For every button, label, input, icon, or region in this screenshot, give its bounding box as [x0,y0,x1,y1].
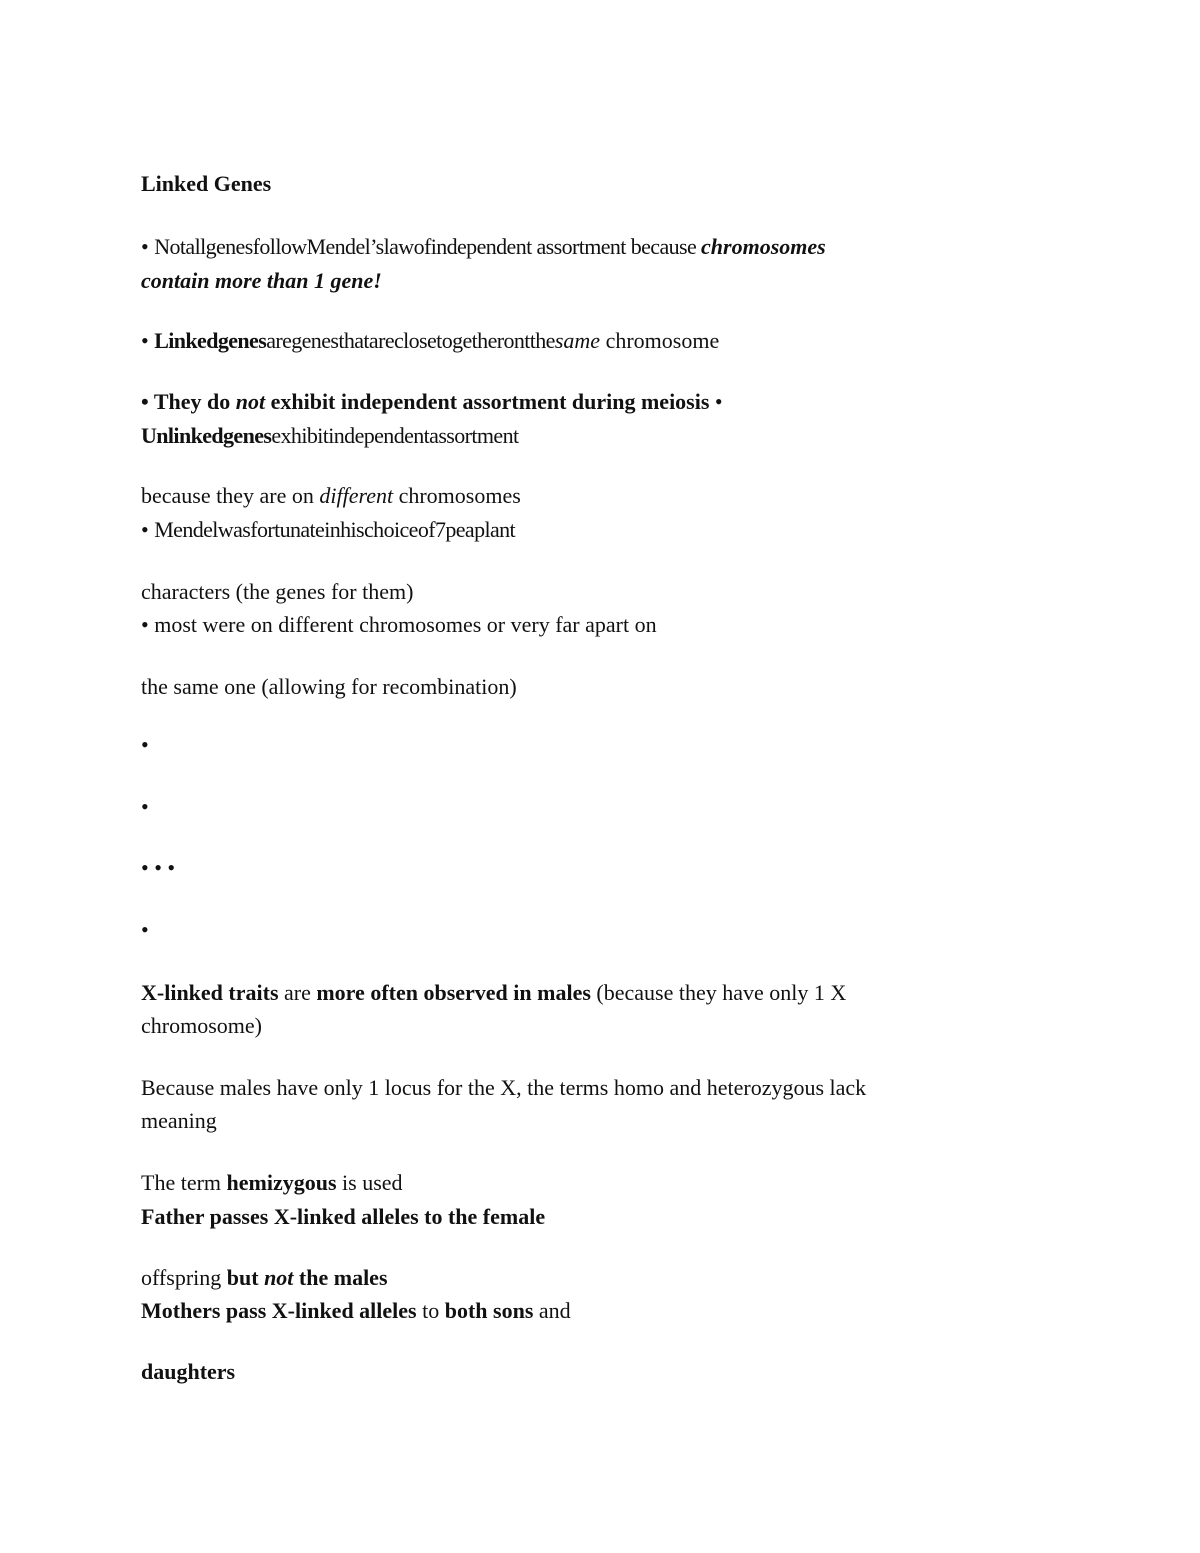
text-segment: aregenesthatareclosetogetherontthe [266,328,555,353]
paragraph-father-passes: Father passes X-linked alleles to the female [141,1204,546,1229]
paragraph-mothers-pass [141,1300,571,1322]
text-segment: chromosomes [393,483,521,508]
text-segment: (because they have only 1 X [590,980,847,1005]
paragraph-most-were [141,614,657,636]
term-unlinked-genes: Unlinkedgenes [141,423,272,448]
term-hemizygous: hemizygous [226,1170,337,1195]
paragraph-different-chromosomes [141,485,521,507]
paragraph-mendel-fortunate [141,519,515,541]
paragraph-no-independent-assortment-line2 [141,425,519,447]
empty-bullet-group: • • • [141,855,176,880]
text-segment-emphasis: not [264,1265,294,1290]
text-segment: Mendelwasfortunateinhischoiceof7peaplant [154,517,516,542]
text-segment: most were on different chromosomes or very far apart on [154,612,657,637]
text-segment-emphasis: chromosomes [701,234,826,259]
text-segment-bold: but [221,1265,265,1290]
paragraph-same-one: the same one (allowing for recombination) [141,674,517,699]
term-x-linked-traits: X-linked traits [141,980,279,1005]
empty-bullet: • [141,917,149,942]
text-segment: They do [153,389,236,414]
paragraph-x-linked-traits-line2: chromosome) [141,1013,262,1038]
paragraph-males-locus-line1: Because males have only 1 locus for the X, the terms homo and heterozygous lack [141,1075,867,1100]
text-segment-italic: same [554,328,601,353]
bullet: • [141,517,149,542]
paragraph-males-locus-line2: meaning [141,1108,217,1133]
bullet: • [141,234,149,259]
text-segment: to [416,1298,445,1323]
text-segment: NotallgenesfollowMendel’slawofindependent assortment because [154,234,702,259]
text-segment: exhibitindependentassortment [271,423,519,448]
term-linked-genes: Linkedgenes [154,328,267,353]
bullet: • [141,612,149,637]
text-segment-italic: different [319,483,394,508]
text-segment: offspring [141,1265,222,1290]
paragraph-independent-assortment-line1 [141,236,826,258]
bullet: • [141,328,149,353]
text-segment: exhibit independent assortment during meiosis [265,389,710,414]
text-segment-bold: the males [293,1265,388,1290]
document-title: Linked Genes [141,171,272,196]
paragraph-offspring [141,1267,388,1289]
text-segment: chromosome [600,328,720,353]
paragraph-characters: characters (the genes for them) [141,579,414,604]
text-segment: is used [336,1170,403,1195]
paragraph-x-linked-traits-line1 [141,982,846,1004]
text-segment-bold: both sons [444,1298,534,1323]
text-segment-emphasis: not [235,389,266,414]
text-segment: and [533,1298,571,1323]
paragraph-no-independent-assortment-line1 [141,391,723,413]
text-segment: The term [141,1170,227,1195]
paragraph-linked-genes-definition [141,330,719,352]
paragraph-independent-assortment-line2: contain more than 1 gene! [141,268,382,293]
empty-bullet: • [141,732,149,757]
text-segment-bold: more often observed in males [316,980,591,1005]
text-segment: are [278,980,317,1005]
paragraph-daughters: daughters [141,1359,236,1384]
empty-bullet: • [141,794,149,819]
text-segment: because they are on [141,483,320,508]
bullet: • [141,389,149,414]
bullet: • [709,389,723,414]
text-segment-bold: Mothers pass X-linked alleles [141,1298,417,1323]
paragraph-hemizygous [141,1172,403,1194]
